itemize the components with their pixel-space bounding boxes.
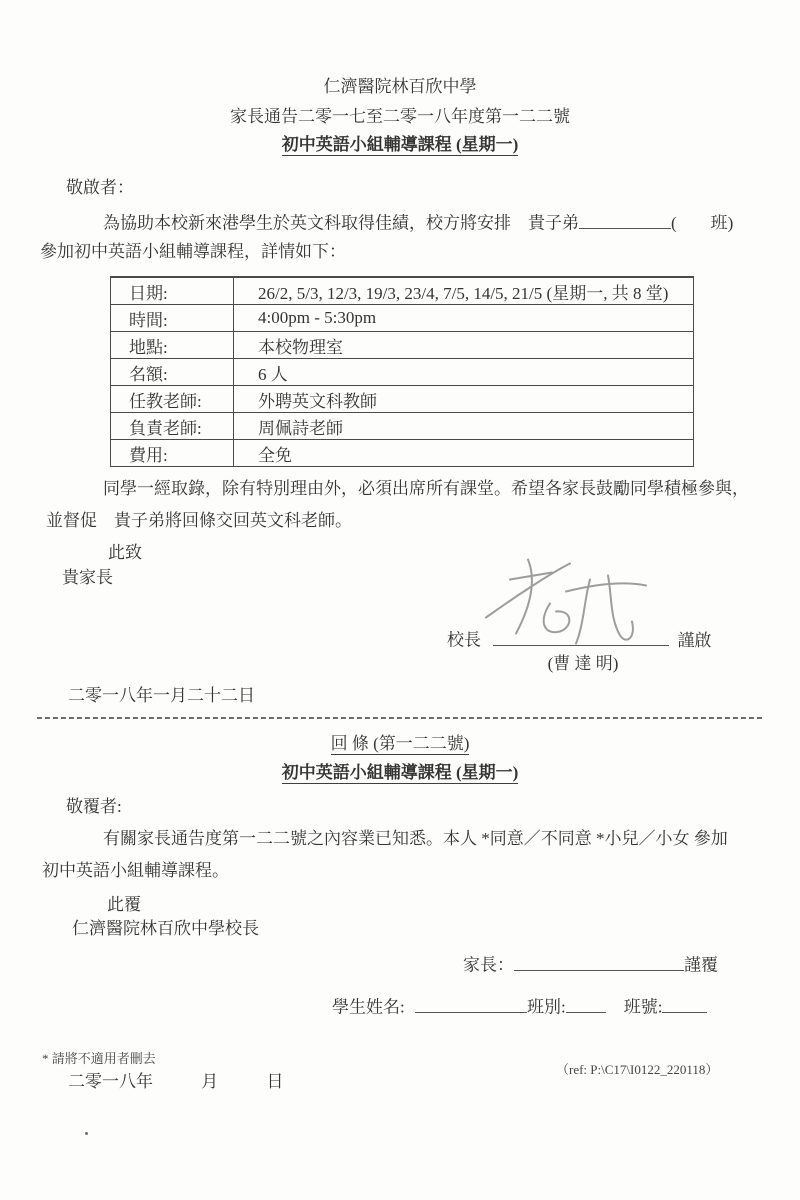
principal-closing: 謹啟 (677, 630, 712, 650)
row-label: 費用: (111, 440, 234, 467)
parent-signature-row (463, 951, 718, 976)
reply-date-day: 日 (266, 1072, 284, 1091)
reply-slip-subtitle-text: 初中英語小組輔導課程 (星期一) (281, 763, 519, 782)
course-details-table (110, 276, 694, 467)
student-name-line (415, 993, 527, 1013)
row-value: 本校物理室 (234, 332, 694, 359)
parent-label: 家長： (463, 955, 514, 975)
reply-addressee: 仁濟醫院林百欣中學校長 (72, 919, 259, 938)
reply-salutation: 敬覆者: (66, 797, 122, 816)
parent-signature-line (514, 951, 684, 971)
row-value: 6 人 (234, 359, 694, 386)
student-info-row (332, 993, 707, 1018)
table-row-teacher-in-charge (111, 413, 694, 440)
reply-valediction: 此覆 (107, 895, 141, 914)
principal-signature (470, 550, 680, 658)
table-row-date (111, 277, 694, 305)
row-label: 負責老師: (111, 413, 234, 440)
notice-salutation: 敬啟者： (66, 178, 134, 197)
class-line (566, 993, 606, 1013)
notice-number: 家長通告二零一七至二零一八年度第一二二號 (230, 107, 570, 126)
row-label: 名額: (111, 359, 234, 386)
delete-inapplicable-footnote: * 請將不適用者刪去 (42, 1051, 156, 1066)
row-value: 全免 (234, 440, 694, 467)
reply-slip-title-text: 回 條 (第一二二號) (330, 734, 470, 753)
reply-slip-title (0, 733, 800, 754)
class-label: 班別: (526, 997, 566, 1017)
row-value: 26/2, 5/3, 12/3, 19/3, 23/4, 7/5, 14/5, 21/5 (星期一, 共 8 堂) (234, 277, 694, 305)
table-row-time (111, 305, 694, 332)
principal-label: 校長 (447, 630, 481, 650)
notice-title-text: 初中英語小組輔導課程 (星期一) (281, 135, 519, 154)
table-row-fee (111, 440, 694, 467)
table-row-venue (111, 332, 694, 359)
parent-closing: 謹覆 (684, 955, 718, 975)
scan-speckle-dot (85, 1132, 88, 1135)
notice-title (0, 134, 800, 155)
tear-off-dashed-line (37, 717, 763, 719)
row-value: 外聘英文科教師 (234, 386, 694, 413)
notice-intro-line2: 參加初中英語小組輔導課程，詳情如下： (40, 242, 346, 261)
reply-body-line2: 初中英語小組輔導課程。 (42, 861, 229, 880)
row-label: 地點: (111, 332, 234, 359)
reply-date-year: 二零一八年 (68, 1072, 153, 1091)
note-line2: 並督促 貴子弟將回條交回英文科老師。 (46, 511, 352, 530)
student-name-label: 學生姓名: (332, 997, 405, 1017)
principal-name: (曹 達 明) (547, 654, 619, 673)
student-name-blank (579, 209, 671, 229)
class-number-line (662, 993, 707, 1013)
table-row-quota (111, 359, 694, 386)
reply-slip-subtitle (0, 762, 800, 783)
intro-text: 為協助本校新來港學生於英文科取得佳績，校方將安排 貴子弟 (103, 213, 579, 233)
row-label: 日期: (111, 277, 234, 305)
row-label: 任教老師: (111, 386, 234, 413)
row-value: 4:00pm - 5:30pm (234, 305, 694, 332)
class-number-label: 班號: (623, 997, 663, 1017)
school-name: 仁濟醫院林百欣中學 (323, 77, 477, 96)
row-label: 時間: (111, 305, 234, 332)
row-value: 周佩詩老師 (234, 413, 694, 440)
reply-body-line1: 有關家長通告度第一二二號之內容業已知悉。本人 *同意／不同意 *小兒／小女 參加 (103, 829, 728, 848)
file-reference: （ref: P:\C17\I0122_220118） (556, 1062, 719, 1077)
reply-date-row (68, 1071, 284, 1092)
table-row-tutor (111, 386, 694, 413)
class-suffix: ( 班) (671, 213, 734, 233)
issue-date: 二零一八年一月二十二日 (68, 686, 255, 705)
reply-date-month: 月 (201, 1072, 219, 1091)
notice-valediction: 此致 (108, 543, 142, 562)
notice-addressee: 貴家長 (62, 568, 113, 587)
notice-intro-line1 (103, 209, 733, 234)
note-line1: 同學一經取錄，除有特別理由外，必須出席所有課堂。希望各家長鼓勵同學積極參與， (103, 479, 749, 498)
